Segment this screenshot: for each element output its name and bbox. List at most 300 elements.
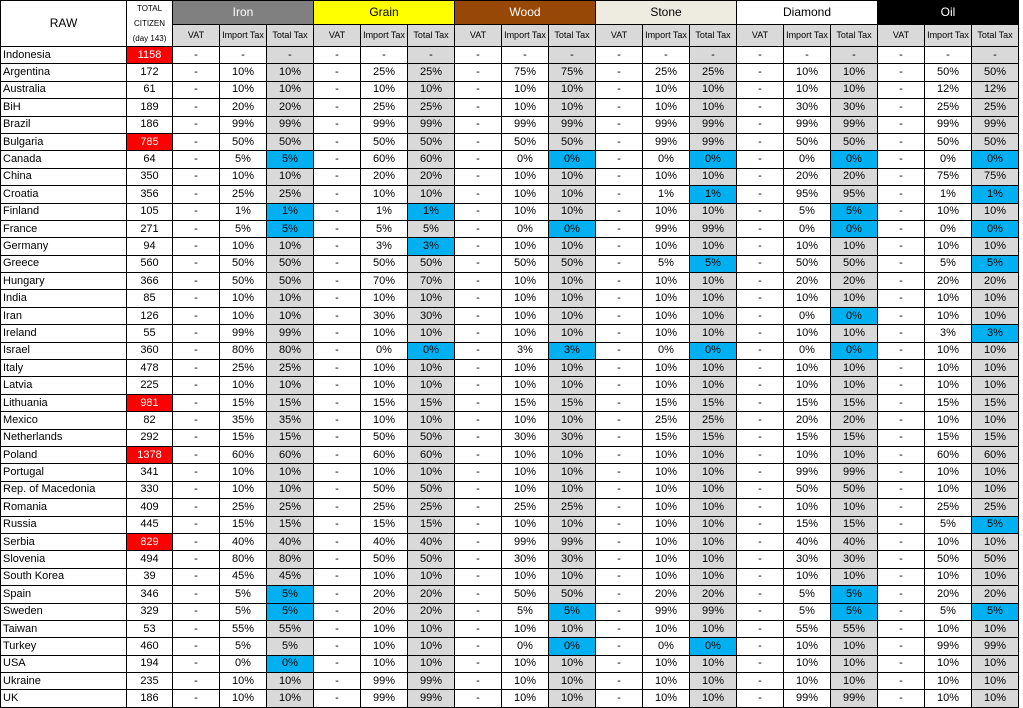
diamond-vat-cell: - [737, 568, 784, 585]
wood-total-tax-cell: 50% [549, 133, 596, 150]
iron-import-tax-cell: 10% [220, 168, 267, 185]
iron-total-tax-cell: 1% [267, 203, 314, 220]
oil-total-tax-cell: 20% [972, 586, 1019, 603]
oil-total-tax-cell: 10% [972, 481, 1019, 498]
stone-vat-cell: - [596, 64, 643, 81]
iron-total-tax-cell: 50% [267, 273, 314, 290]
wood-vat-cell: - [455, 220, 502, 237]
wood-total-tax-cell: 10% [549, 203, 596, 220]
iron-total-tax-cell: 50% [267, 255, 314, 272]
country-name: USA [1, 655, 127, 672]
iron-total-tax-cell: 15% [267, 429, 314, 446]
grain-vat-cell: - [314, 64, 361, 81]
grain-import-tax-cell: 10% [361, 655, 408, 672]
oil-vat-cell: - [878, 394, 925, 411]
wood-total-tax-cell: - [549, 47, 596, 64]
oil-import-tax-cell: 5% [925, 603, 972, 620]
table-row [1, 168, 1019, 185]
oil-total-tax-cell: 10% [972, 307, 1019, 324]
stone-import-tax-cell: 10% [643, 81, 690, 98]
wood-total-tax-cell: 99% [549, 533, 596, 550]
wood-vat-cell: - [455, 307, 502, 324]
oil-total-tax-cell: 12% [972, 81, 1019, 98]
wood-total-tax-cell: 5% [549, 603, 596, 620]
stone-import-tax-cell: 1% [643, 186, 690, 203]
grain-vat-cell: - [314, 394, 361, 411]
stone-vat-cell: - [596, 533, 643, 550]
diamond-total-tax-cell: 0% [831, 342, 878, 359]
oil-import-tax-cell: 10% [925, 568, 972, 585]
citizen-count: 271 [127, 220, 173, 237]
country-name: Taiwan [1, 620, 127, 637]
oil-vat-cell: - [878, 551, 925, 568]
iron-import-tax-cell: 10% [220, 64, 267, 81]
iron-vat-cell: - [173, 290, 220, 307]
wood-import-tax-cell: 25% [502, 499, 549, 516]
oil-vat-cell: - [878, 638, 925, 655]
stone-import-tax-cell: 10% [643, 499, 690, 516]
wood-import-tax-cell: 10% [502, 273, 549, 290]
grain-import-tax-cell: 20% [361, 586, 408, 603]
grain-vat-cell: - [314, 133, 361, 150]
grain-vat-cell: - [314, 620, 361, 637]
oil-import-tax-cell: 0% [925, 151, 972, 168]
iron-vat-cell: - [173, 568, 220, 585]
iron-total-tax-cell: 10% [267, 238, 314, 255]
diamond-vat-cell: - [737, 151, 784, 168]
citizen-count: 494 [127, 551, 173, 568]
grain-vat-cell: - [314, 273, 361, 290]
stone-vat-cell: - [596, 464, 643, 481]
oil-import-tax-cell: 1% [925, 186, 972, 203]
grain-vat-cell: - [314, 81, 361, 98]
table-row [1, 99, 1019, 116]
wood-total-tax-cell: 10% [549, 446, 596, 463]
diamond-vat-cell: - [737, 533, 784, 550]
iron-vat-cell: - [173, 603, 220, 620]
oil-total-tax-cell: 25% [972, 499, 1019, 516]
oil-vat-cell: - [878, 655, 925, 672]
stone-total-tax-cell: 25% [690, 412, 737, 429]
citizen-count: 105 [127, 203, 173, 220]
oil-total-tax-cell: 10% [972, 568, 1019, 585]
iron-total-tax-cell: - [267, 47, 314, 64]
diamond-import-tax-cell: 0% [784, 342, 831, 359]
oil-total-tax-cell: 10% [972, 342, 1019, 359]
diamond-vat-cell: - [737, 394, 784, 411]
oil-vat-cell: - [878, 273, 925, 290]
diamond-vat-cell: - [737, 238, 784, 255]
stone-import-tax-cell: 0% [643, 638, 690, 655]
country-name: Germany [1, 238, 127, 255]
stone-import-tax-cell: 25% [643, 64, 690, 81]
stone-import-tax-cell: 99% [643, 133, 690, 150]
oil-import-tax-cell: 10% [925, 673, 972, 690]
table-row [1, 290, 1019, 307]
oil-import-tax-cell: 10% [925, 377, 972, 394]
wood-total-tax-cell: 99% [549, 116, 596, 133]
oil-total-tax-cell: 3% [972, 325, 1019, 342]
wood-import-tax-cell: 15% [502, 394, 549, 411]
stone-import-tax-cell: 99% [643, 116, 690, 133]
diamond-import-tax-cell: 20% [784, 412, 831, 429]
citizen-count: 330 [127, 481, 173, 498]
iron-import-tax-cell: 15% [220, 429, 267, 446]
iron-import-tax-cell: 5% [220, 603, 267, 620]
iron-import-tax-cell: 99% [220, 325, 267, 342]
diamond-total-tax-cell: 10% [831, 290, 878, 307]
oil-import-tax-cell: 0% [925, 220, 972, 237]
iron-vat-cell: - [173, 203, 220, 220]
country-name: Serbia [1, 533, 127, 550]
iron-total-tax-cell: 10% [267, 673, 314, 690]
wood-import-tax-cell: 10% [502, 620, 549, 637]
iron-total-tax-cell: 40% [267, 533, 314, 550]
wood-vat-cell: - [455, 429, 502, 446]
stone-vat-cell: - [596, 290, 643, 307]
iron-vat-cell: - [173, 481, 220, 498]
country-name: Finland [1, 203, 127, 220]
stone-total-tax-cell: 0% [690, 151, 737, 168]
grain-import-tax-cell: 10% [361, 412, 408, 429]
wood-vat-cell: - [455, 446, 502, 463]
grain-total-tax-cell: 10% [408, 638, 455, 655]
stone-vat-cell: - [596, 360, 643, 377]
oil-import-tax-cell: 50% [925, 133, 972, 150]
iron-total-tax-cell: 10% [267, 464, 314, 481]
oil-import-tax-cell: 75% [925, 168, 972, 185]
oil-vat-cell: - [878, 360, 925, 377]
country-name: Slovenia [1, 551, 127, 568]
iron-import-tax-header: Import Tax [220, 24, 267, 46]
stone-vat-cell: - [596, 568, 643, 585]
oil-vat-cell: - [878, 499, 925, 516]
diamond-vat-cell: - [737, 638, 784, 655]
wood-total-tax-cell: 0% [549, 638, 596, 655]
grain-vat-cell: - [314, 186, 361, 203]
table-row [1, 620, 1019, 637]
stone-import-tax-cell: 5% [643, 255, 690, 272]
iron-vat-cell: - [173, 464, 220, 481]
diamond-vat-cell: - [737, 481, 784, 498]
grain-import-tax-cell: 60% [361, 446, 408, 463]
iron-import-tax-cell: 25% [220, 186, 267, 203]
iron-import-tax-cell: 15% [220, 516, 267, 533]
stone-total-tax-cell: 10% [690, 168, 737, 185]
citizen-count-alert: 785 [127, 133, 173, 150]
table-row [1, 551, 1019, 568]
iron-import-tax-cell: 5% [220, 638, 267, 655]
stone-total-tax-cell: 10% [690, 238, 737, 255]
diamond-total-tax-cell: - [831, 47, 878, 64]
citizen-count: 85 [127, 290, 173, 307]
table-row [1, 673, 1019, 690]
oil-vat-cell: - [878, 342, 925, 359]
stone-import-tax-cell: 10% [643, 290, 690, 307]
grain-vat-cell: - [314, 325, 361, 342]
table-row [1, 586, 1019, 603]
stone-import-tax-cell: 10% [643, 307, 690, 324]
iron-import-tax-cell: 10% [220, 307, 267, 324]
wood-import-tax-cell: 10% [502, 238, 549, 255]
grain-vat-cell: - [314, 464, 361, 481]
stone-total-tax-cell: 99% [690, 133, 737, 150]
grain-import-tax-cell: - [361, 47, 408, 64]
diamond-import-tax-cell: - [784, 47, 831, 64]
iron-total-tax-cell: 25% [267, 186, 314, 203]
grain-import-tax-cell: 5% [361, 220, 408, 237]
oil-import-tax-cell: 10% [925, 290, 972, 307]
country-name: Ukraine [1, 673, 127, 690]
grain-vat-cell: - [314, 412, 361, 429]
grain-total-tax-cell: 10% [408, 325, 455, 342]
diamond-vat-cell: - [737, 325, 784, 342]
diamond-total-tax-cell: 10% [831, 499, 878, 516]
stone-import-tax-cell: 10% [643, 238, 690, 255]
stone-import-tax-cell: 99% [643, 603, 690, 620]
wood-import-tax-cell: 10% [502, 377, 549, 394]
citizen-count: 225 [127, 377, 173, 394]
grain-total-tax-cell: - [408, 47, 455, 64]
oil-import-tax-cell: 5% [925, 516, 972, 533]
stone-vat-cell: - [596, 238, 643, 255]
grain-import-tax-cell: 10% [361, 464, 408, 481]
stone-import-tax-cell: 10% [643, 690, 690, 707]
stone-vat-cell: - [596, 47, 643, 64]
wood-vat-cell: - [455, 620, 502, 637]
country-name: China [1, 168, 127, 185]
stone-vat-cell: - [596, 673, 643, 690]
diamond-total-tax-cell: 10% [831, 638, 878, 655]
diamond-import-tax-cell: 99% [784, 116, 831, 133]
wood-total-tax-cell: 10% [549, 620, 596, 637]
diamond-vat-cell: - [737, 586, 784, 603]
iron-total-tax-cell: 25% [267, 499, 314, 516]
wood-import-tax-header: Import Tax [502, 24, 549, 46]
grain-total-tax-cell: 10% [408, 568, 455, 585]
stone-import-tax-cell: 10% [643, 168, 690, 185]
grain-vat-cell: - [314, 360, 361, 377]
stone-total-tax-cell: 99% [690, 116, 737, 133]
iron-vat-cell: - [173, 99, 220, 116]
oil-import-tax-cell: 25% [925, 499, 972, 516]
iron-total-tax-cell: 10% [267, 307, 314, 324]
stone-total-tax-cell: 25% [690, 64, 737, 81]
oil-vat-header: VAT [878, 24, 925, 46]
diamond-vat-cell: - [737, 81, 784, 98]
oil-vat-cell: - [878, 64, 925, 81]
stone-total-tax-cell: 10% [690, 377, 737, 394]
stone-vat-cell: - [596, 429, 643, 446]
grain-import-tax-cell: 25% [361, 99, 408, 116]
diamond-import-tax-cell: 99% [784, 690, 831, 707]
wood-import-tax-cell: 50% [502, 255, 549, 272]
iron-vat-cell: - [173, 620, 220, 637]
diamond-total-tax-cell: 99% [831, 116, 878, 133]
iron-import-tax-cell: 25% [220, 360, 267, 377]
diamond-vat-cell: - [737, 133, 784, 150]
iron-import-tax-cell: 80% [220, 342, 267, 359]
diamond-import-tax-cell: 95% [784, 186, 831, 203]
oil-vat-cell: - [878, 220, 925, 237]
stone-total-tax-cell: 10% [690, 81, 737, 98]
iron-vat-cell: - [173, 220, 220, 237]
oil-total-tax-cell: 10% [972, 464, 1019, 481]
wood-total-tax-cell: 0% [549, 220, 596, 237]
citizen-count-alert: 1158 [127, 47, 173, 64]
grain-import-tax-cell: 20% [361, 168, 408, 185]
country-name: Israel [1, 342, 127, 359]
grain-vat-header: VAT [314, 24, 361, 46]
oil-total-tax-cell: 0% [972, 220, 1019, 237]
diamond-import-tax-cell: 50% [784, 133, 831, 150]
stone-vat-cell: - [596, 412, 643, 429]
oil-import-tax-cell: 10% [925, 412, 972, 429]
grain-import-tax-cell: 10% [361, 377, 408, 394]
wood-total-tax-cell: 10% [549, 307, 596, 324]
diamond-total-tax-cell: 0% [831, 151, 878, 168]
oil-total-tax-cell: 10% [972, 238, 1019, 255]
oil-import-tax-cell: 15% [925, 429, 972, 446]
diamond-import-tax-cell: 15% [784, 429, 831, 446]
oil-import-tax-cell: 50% [925, 551, 972, 568]
stone-import-tax-cell: 0% [643, 342, 690, 359]
grain-total-tax-cell: 10% [408, 655, 455, 672]
oil-import-tax-cell: 10% [925, 481, 972, 498]
iron-total-tax-cell: 5% [267, 638, 314, 655]
diamond-vat-cell: - [737, 203, 784, 220]
diamond-vat-cell: - [737, 464, 784, 481]
iron-import-tax-cell: 45% [220, 568, 267, 585]
country-name: Croatia [1, 186, 127, 203]
diamond-import-tax-cell: 10% [784, 446, 831, 463]
iron-total-tax-cell: 15% [267, 516, 314, 533]
citizen-count: 445 [127, 516, 173, 533]
oil-vat-cell: - [878, 186, 925, 203]
wood-vat-cell: - [455, 255, 502, 272]
wood-vat-cell: - [455, 499, 502, 516]
diamond-import-tax-cell: 15% [784, 516, 831, 533]
iron-vat-cell: - [173, 168, 220, 185]
oil-total-tax-cell: 5% [972, 255, 1019, 272]
diamond-vat-cell: - [737, 64, 784, 81]
diamond-vat-cell: - [737, 603, 784, 620]
stone-vat-cell: - [596, 203, 643, 220]
country-name: Indonesia [1, 47, 127, 64]
citizen-count: 235 [127, 673, 173, 690]
iron-total-tax-cell: 5% [267, 220, 314, 237]
citizen-count: 55 [127, 325, 173, 342]
grain-import-tax-cell: 99% [361, 690, 408, 707]
grain-vat-cell: - [314, 690, 361, 707]
country-name: Turkey [1, 638, 127, 655]
grain-import-tax-header: Import Tax [361, 24, 408, 46]
diamond-vat-cell: - [737, 429, 784, 446]
grain-total-tax-cell: 10% [408, 360, 455, 377]
iron-total-tax-cell: 15% [267, 394, 314, 411]
oil-import-tax-cell: 99% [925, 116, 972, 133]
table-row [1, 255, 1019, 272]
wood-import-tax-cell: 10% [502, 690, 549, 707]
wood-import-tax-cell: 50% [502, 133, 549, 150]
iron-vat-cell: - [173, 516, 220, 533]
iron-vat-cell: - [173, 638, 220, 655]
grain-total-tax-cell: 10% [408, 186, 455, 203]
grain-import-tax-cell: 99% [361, 116, 408, 133]
stone-total-tax-cell: 10% [690, 307, 737, 324]
diamond-vat-cell: - [737, 116, 784, 133]
iron-import-tax-cell: 50% [220, 255, 267, 272]
stone-vat-cell: - [596, 307, 643, 324]
diamond-total-tax-cell: 95% [831, 186, 878, 203]
wood-vat-cell: - [455, 603, 502, 620]
oil-import-tax-cell: 10% [925, 620, 972, 637]
oil-import-tax-cell: 10% [925, 464, 972, 481]
table-row [1, 203, 1019, 220]
wood-total-tax-cell: 25% [549, 499, 596, 516]
oil-vat-cell: - [878, 133, 925, 150]
country-name: Australia [1, 81, 127, 98]
stone-total-tax-cell: 10% [690, 568, 737, 585]
wood-import-tax-cell: 30% [502, 551, 549, 568]
oil-vat-cell: - [878, 203, 925, 220]
oil-import-tax-header: Import Tax [925, 24, 972, 46]
grain-import-tax-cell: 40% [361, 533, 408, 550]
iron-total-tax-cell: 10% [267, 690, 314, 707]
resource-header-grain: Grain [314, 1, 455, 25]
wood-import-tax-cell: 10% [502, 81, 549, 98]
wood-vat-cell: - [455, 533, 502, 550]
iron-vat-cell: - [173, 655, 220, 672]
oil-total-tax-cell: 10% [972, 655, 1019, 672]
diamond-vat-cell: - [737, 377, 784, 394]
wood-vat-cell: - [455, 673, 502, 690]
grain-total-tax-cell: 10% [408, 464, 455, 481]
stone-vat-cell: - [596, 481, 643, 498]
citizen-count: 560 [127, 255, 173, 272]
wood-vat-cell: - [455, 133, 502, 150]
table-row [1, 81, 1019, 98]
stone-total-tax-cell: 10% [690, 464, 737, 481]
wood-import-tax-cell: 10% [502, 203, 549, 220]
oil-import-tax-cell: 12% [925, 81, 972, 98]
stone-total-tax-cell: 1% [690, 186, 737, 203]
wood-total-tax-cell: 0% [549, 151, 596, 168]
oil-total-tax-cell: 99% [972, 638, 1019, 655]
stone-total-tax-cell: 10% [690, 516, 737, 533]
country-name: Bulgaria [1, 133, 127, 150]
wood-vat-cell: - [455, 81, 502, 98]
iron-import-tax-cell: 15% [220, 394, 267, 411]
table-row [1, 151, 1019, 168]
wood-vat-cell: - [455, 99, 502, 116]
iron-vat-cell: - [173, 412, 220, 429]
iron-total-tax-cell: 10% [267, 168, 314, 185]
stone-vat-cell: - [596, 81, 643, 98]
grain-vat-cell: - [314, 568, 361, 585]
wood-total-tax-cell: 10% [549, 673, 596, 690]
diamond-vat-cell: - [737, 690, 784, 707]
wood-total-tax-cell: 30% [549, 551, 596, 568]
diamond-import-tax-cell: 10% [784, 377, 831, 394]
wood-import-tax-cell: 10% [502, 360, 549, 377]
diamond-vat-cell: - [737, 290, 784, 307]
diamond-import-tax-cell: 10% [784, 360, 831, 377]
diamond-import-tax-cell: 10% [784, 81, 831, 98]
grain-total-tax-cell: 20% [408, 168, 455, 185]
stone-import-tax-cell: 10% [643, 99, 690, 116]
oil-import-tax-cell: 25% [925, 99, 972, 116]
